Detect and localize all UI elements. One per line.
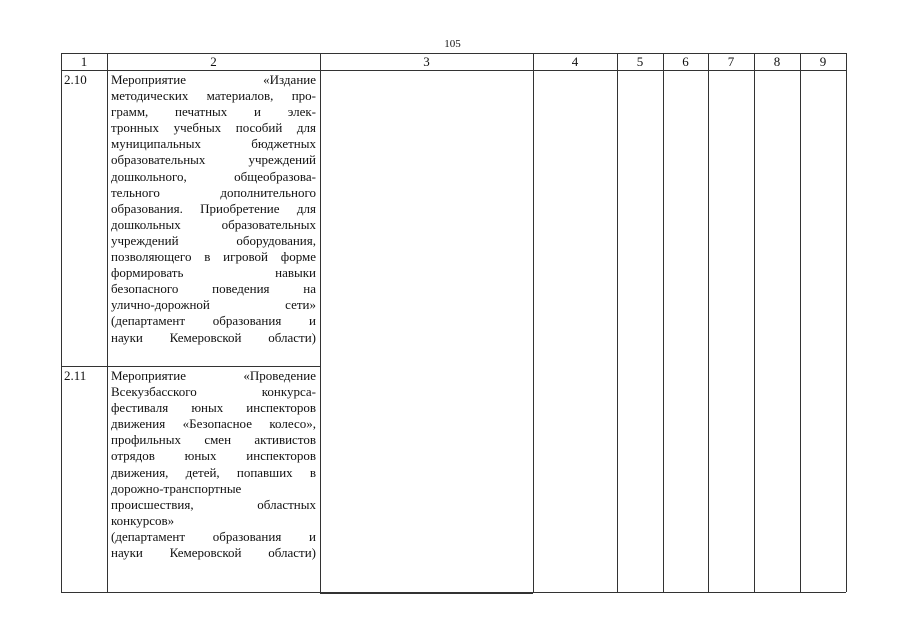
description-line: конкурсов»: [111, 512, 175, 528]
col-border: [800, 53, 801, 592]
description-line: отрядов юных инспекторов: [111, 448, 316, 464]
header-col-3: 3: [423, 54, 430, 69]
col-border: [533, 53, 534, 593]
col-border: [708, 53, 709, 592]
row-description: [111, 368, 316, 561]
description-line: учреждений оборудования,: [111, 232, 316, 248]
header-col-4: 4: [571, 54, 579, 69]
header-col-6: 6: [682, 54, 689, 69]
row-number: 2.10: [64, 72, 87, 87]
header-col-8: 8: [773, 54, 781, 69]
description-line: безопасного поведения на: [111, 281, 316, 297]
description-line: грамм, печатных и элек-: [111, 104, 316, 120]
description-line: дорожно-транспортные: [111, 480, 242, 496]
description-line: движения «Безопасное колесо»,: [111, 416, 316, 432]
row-description: [111, 72, 316, 346]
description-line: тронных учебных пособий для: [111, 120, 316, 136]
description-line: образовательных учреждений: [111, 152, 316, 168]
description-line: (департамент образования и: [111, 528, 316, 544]
col-border: [754, 53, 755, 592]
col-border: [320, 53, 321, 593]
description-line: науки Кемеровской области): [111, 329, 316, 345]
header-col-7: 7: [727, 54, 735, 69]
col3-bottom-border: [320, 593, 533, 594]
col-border: [107, 53, 108, 592]
header-col-2: 2: [210, 54, 217, 69]
description-line: науки Кемеровской области): [111, 545, 316, 561]
col-border: [61, 53, 62, 592]
description-line: происшествия, областных: [111, 496, 316, 512]
header-bottom-border: [61, 70, 846, 71]
header-col-9: 9: [819, 54, 827, 69]
description-line: позволяющего в игровой форме: [111, 249, 316, 265]
description-line: дошкольного, общеобразова-: [111, 168, 316, 184]
description-line: фестиваля юных инспекторов: [111, 400, 316, 416]
description-line: муниципальных бюджетных: [111, 136, 316, 152]
description-line: образования. Приобретение для: [111, 200, 316, 216]
header-col-1: 1: [80, 54, 88, 69]
description-line: Мероприятие «Проведение: [111, 368, 316, 383]
description-line: формировать навыки: [111, 265, 316, 281]
page-number: 105: [444, 38, 461, 50]
description-line: Мероприятие «Издание: [111, 72, 316, 87]
description-line: улично-дорожной сети»: [111, 297, 316, 313]
row-number: 2.11: [64, 368, 87, 383]
description-line: профильных смен активистов: [111, 432, 316, 448]
description-line: тельного дополнительного: [111, 184, 316, 200]
col-border: [846, 53, 847, 592]
row-separator: [61, 366, 320, 367]
header-col-5: 5: [636, 54, 644, 69]
description-line: Всекузбасского конкурса-: [111, 384, 316, 400]
description-line: методических материалов, про-: [111, 88, 316, 104]
description-line: (департамент образования и: [111, 313, 316, 329]
description-line: движения, детей, попавших в: [111, 464, 316, 480]
description-line: дошкольных образовательных: [111, 216, 316, 232]
col-border: [663, 53, 664, 592]
col-border: [617, 53, 618, 592]
